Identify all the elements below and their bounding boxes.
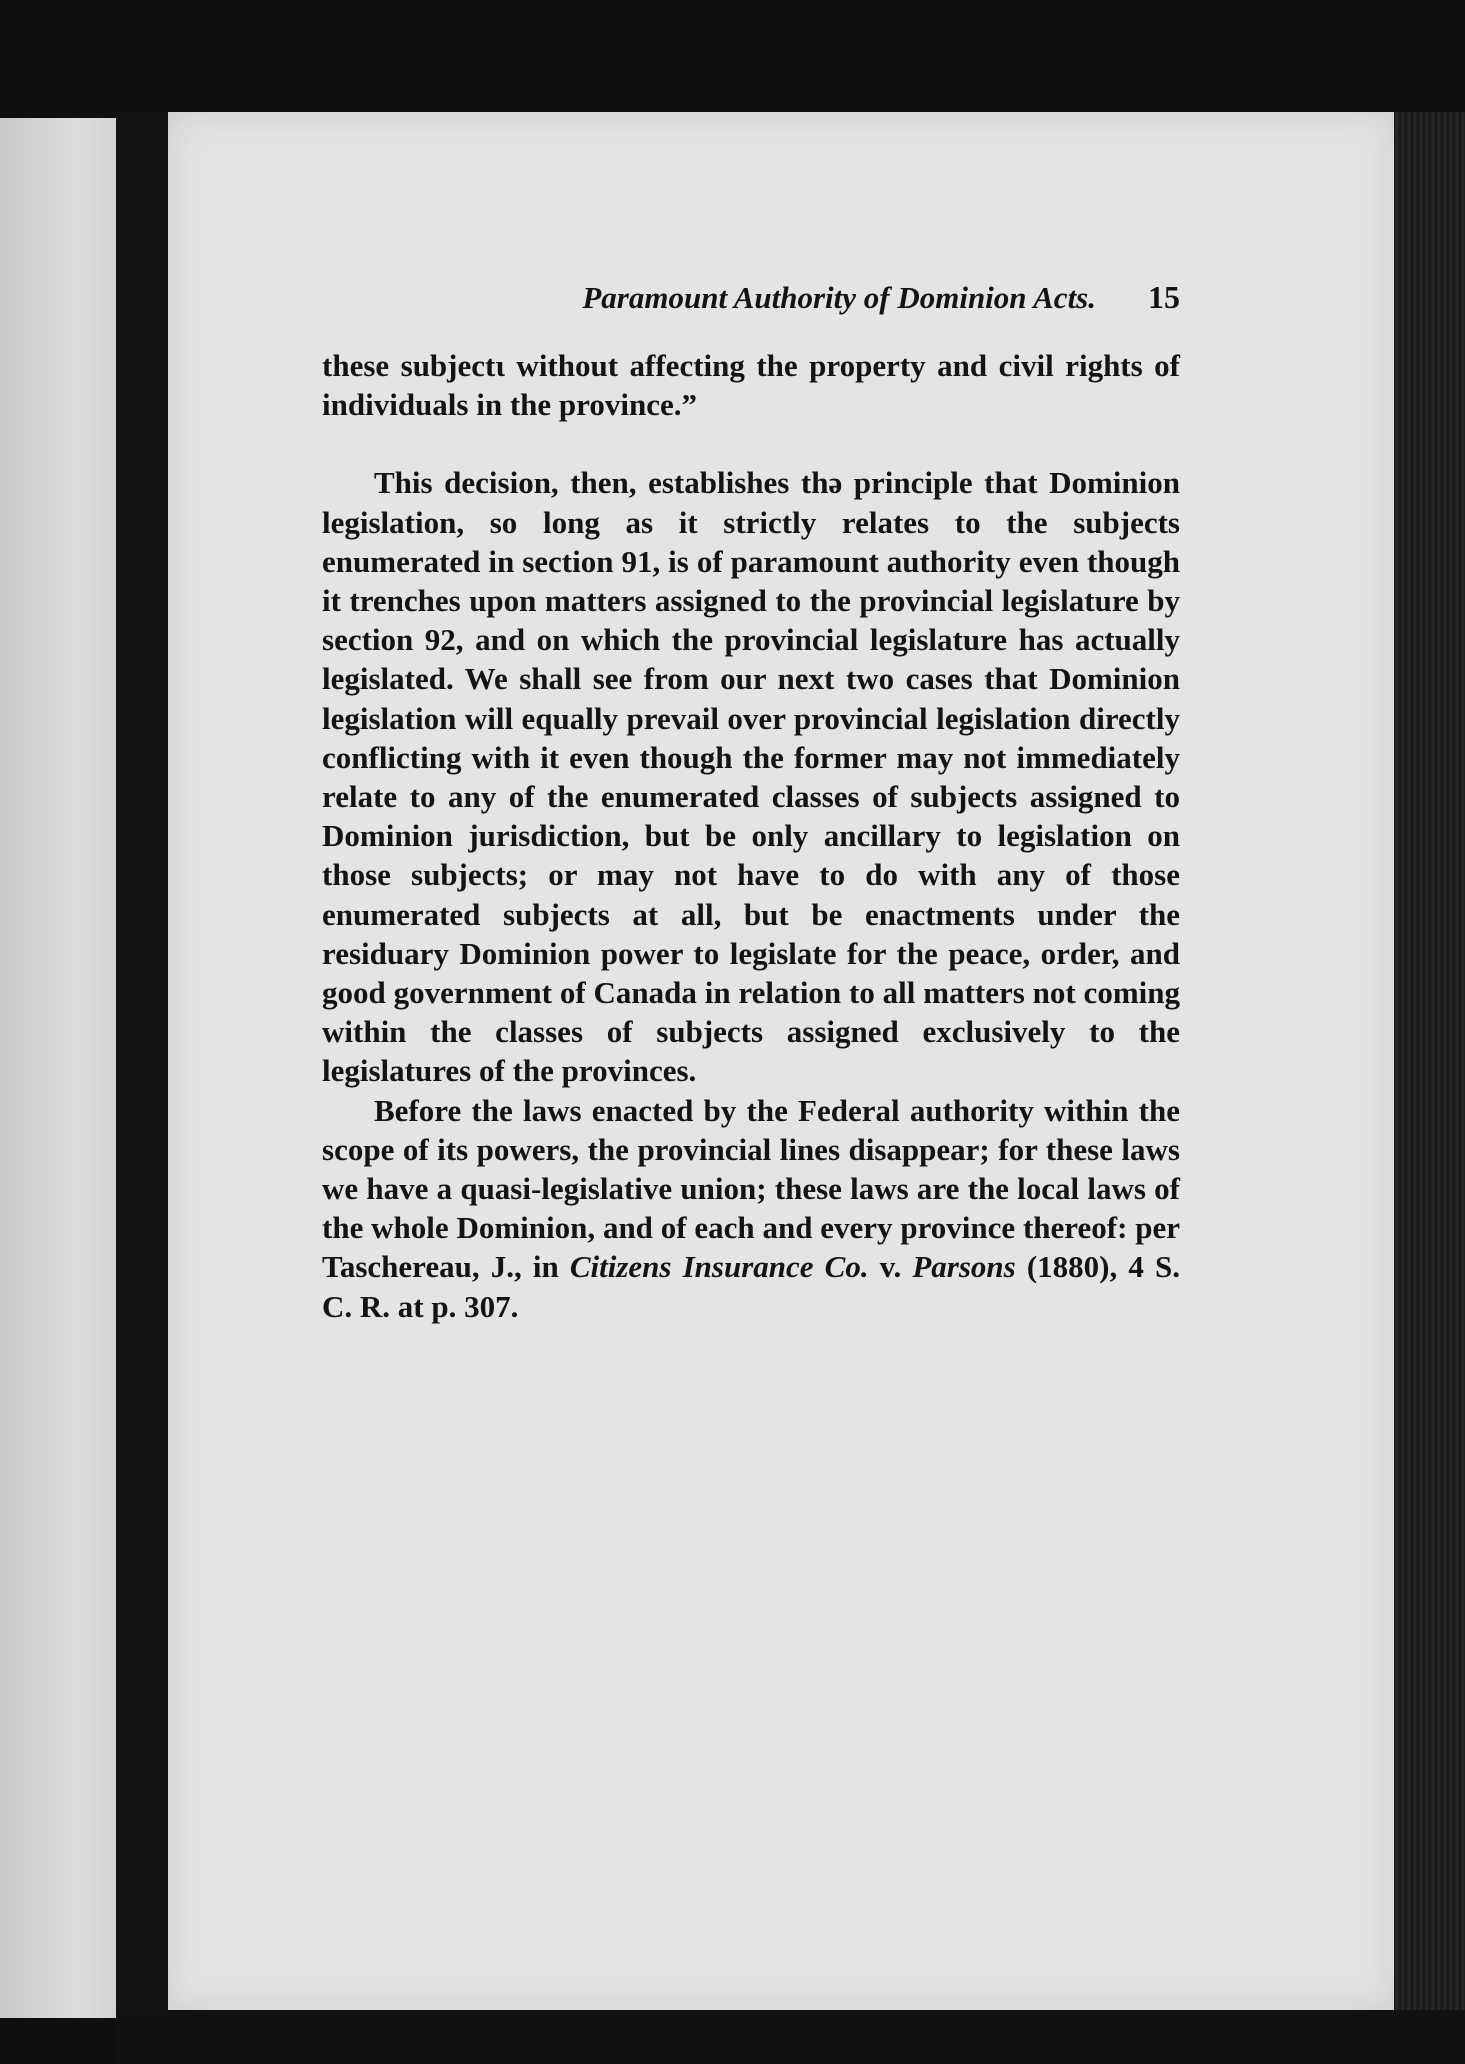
paragraph-text: Before the laws enacted by the Federal authority within the scope of its powers, the provincial lines disappear; for these laws we have a quasi-legislative union; these laws are the local laws of the whole Dominion, and of each and every province thereof: per Taschereau, J., in: [322, 1092, 1180, 1285]
case-name-parsons: Parsons: [912, 1249, 1016, 1285]
paragraph-decision: This decision, then, establishes thə principle that Dominion legislation, so long as it strictly relates to the subjects enumerated in section 91, is of paramount authority even though it trenches upon matters assigned to the provincial legislature by section 92, and on which the provincial legislature has actually legislated. We shall see from our next two cases that Dominion legislation will equally prevail over provincial legislation directly conflicting with it even though the former may not immediately relate to any of the enumerated classes of subjects assigned to Dominion jurisdiction, but be only ancillary to legislation on those subjects; or may not have to do with any of those enumerated subjects at all, but be enactments under the residuary Dominion power to legislate for the peace, order, and good government of Canada in relation to all matters not coming within the classes of subjects assigned exclusively to the legislatures of the provinces.: [322, 465, 1180, 1089]
bottom-shadow: [116, 2010, 1465, 2064]
binding-gutter: [116, 112, 168, 2027]
page-stack-edge: [1394, 112, 1465, 2027]
paragraph-continuation: these subjectɩ without affecting the property and civil rights of individuals in the province.”: [322, 348, 1180, 423]
running-header: [322, 278, 1180, 328]
case-name-citizens: Citizens Insurance Co.: [569, 1249, 869, 1285]
citation: (1880), 4 S. C. R. at p. 307.: [322, 1249, 1180, 1324]
running-title: Paramount Authority of Dominion Acts.: [582, 280, 1096, 315]
page-text: [322, 278, 1180, 1326]
paragraph-federal-authority: [322, 1091, 1180, 1326]
page-number: 15: [1148, 279, 1180, 315]
versus: v.: [868, 1249, 913, 1285]
